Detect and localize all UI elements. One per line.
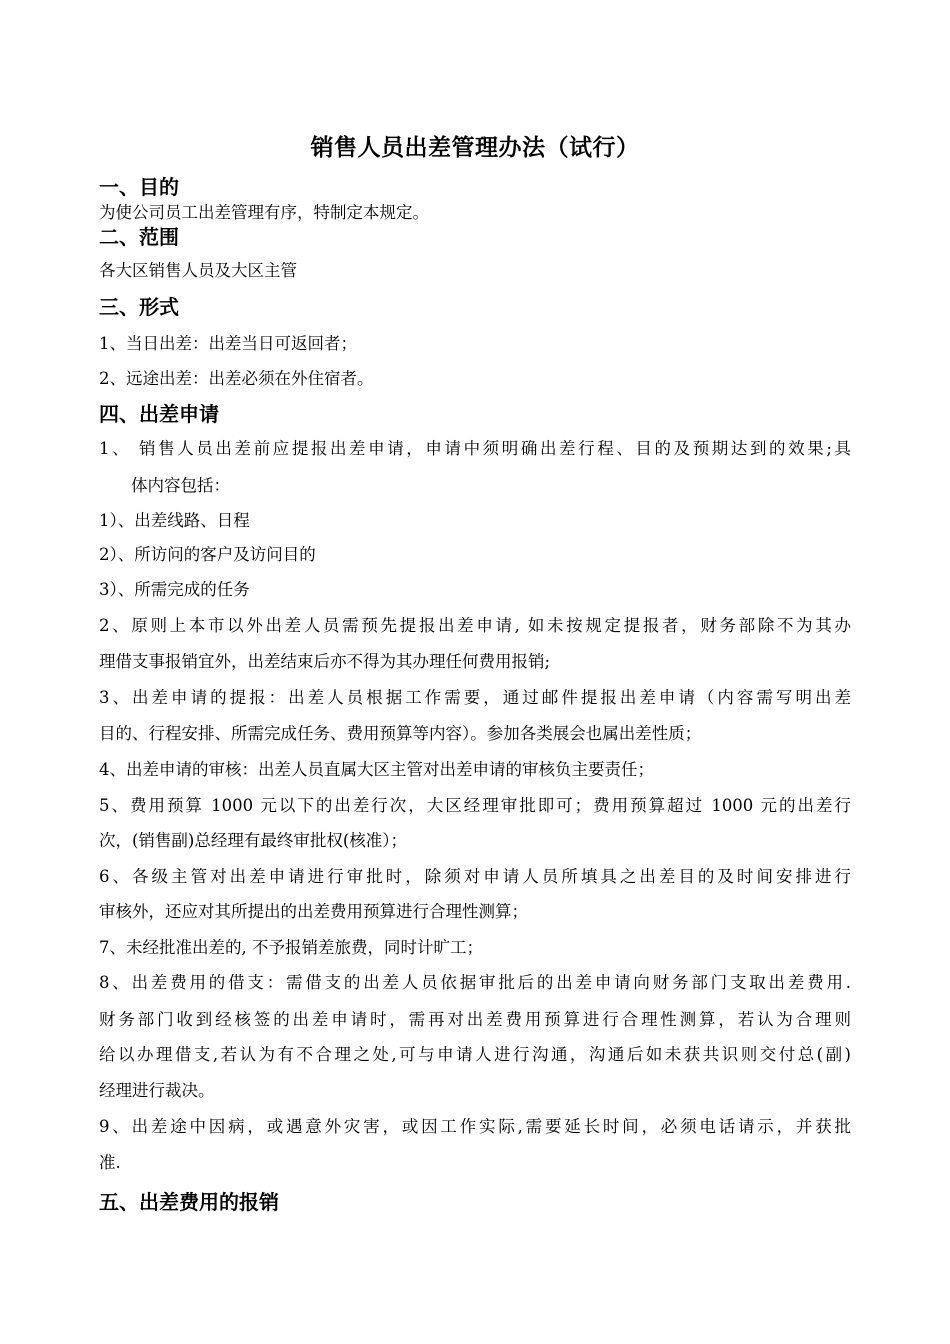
paragraph-line: 1、当日出差：出差当日可返回者； [99, 334, 357, 353]
paragraph-line: 准. [99, 1153, 121, 1172]
paragraph-line: 3、出差申请的提报：出差人员根据工作需要，通过邮件提报出差申请（内容需写明出差 [99, 688, 851, 707]
list-item: 1）、出差线路、日程 [99, 511, 250, 530]
paragraph-line: 2、原则上本市以外出差人员需预先提报出差申请, 如未按规定提报者，财务部除不为其办 [99, 616, 851, 635]
paragraph-line: 次，(销售副)总经理有最终审批权(核准）； [99, 831, 408, 850]
paragraph-line: 各大区销售人员及大区主管 [99, 261, 297, 280]
list-item: 3）、所需完成的任务 [99, 580, 250, 599]
section-heading-application: 四、出差申请 [99, 402, 219, 426]
paragraph-line: 经理进行裁决。 [99, 1081, 215, 1100]
list-item: 2）、所访问的客户及访问目的 [99, 545, 316, 564]
paragraph-line: 1、 销售人员出差前应提报出差申请，申请中须明确出差行程、目的及预期达到的效果;具 [99, 439, 851, 458]
section-heading-reimbursement: 五、出差费用的报销 [99, 1190, 279, 1214]
paragraph-line: 为使公司员工出差管理有序，特制定本规定。 [99, 203, 429, 222]
paragraph-line: 财务部门收到经核签的出差申请时，需再对出差费用预算进行合理性测算，若认为合理则 [99, 1010, 851, 1029]
section-heading-form: 三、形式 [99, 295, 179, 319]
paragraph-line: 9、出差途中因病，或遇意外灾害，或因工作实际,需要延长时间，必须电话请示，并获批 [99, 1117, 851, 1136]
paragraph-line: 5、费用预算 1000 元以下的出差行次，大区经理审批即可；费用预算超过 1000 元的出差行 [99, 796, 851, 815]
paragraph-line: 体内容包括： [131, 476, 230, 495]
paragraph-line: 理借支事报销宜外，出差结束后亦不得为其办理任何费用报销; [99, 652, 551, 671]
section-heading-purpose: 一、目的 [99, 175, 179, 199]
paragraph-line: 4、出差申请的审核：出差人员直属大区主管对出差申请的审核负主要责任； [99, 760, 654, 779]
section-heading-scope: 二、范围 [99, 225, 179, 249]
paragraph-line: 2、远途出差：出差必须在外住宿者。 [99, 369, 374, 388]
paragraph-line: 审核外，还应对其所提出的出差费用预算进行合理性测算； [99, 902, 528, 921]
paragraph-line: 目的、行程安排、所需完成任务、费用预算等内容）。参加各类展会也属出差性质； [99, 724, 702, 743]
document-title: 销售人员出差管理办法（试行） [310, 135, 640, 161]
paragraph-line: 7、未经批准出差的, 不予报销差旅费，同时计旷工； [99, 938, 483, 957]
paragraph-line: 8、出差费用的借支：需借支的出差人员依据审批后的出差申请向财务部门支取出差费用. [99, 973, 851, 992]
paragraph-line: 给以办理借支,若认为有不合理之处,可与申请人进行沟通，沟通后如未获共识则交付总(副) [99, 1045, 851, 1064]
paragraph-line: 6、各级主管对出差申请进行审批时，除须对申请人员所填具之出差目的及时间安排进行 [99, 867, 851, 886]
